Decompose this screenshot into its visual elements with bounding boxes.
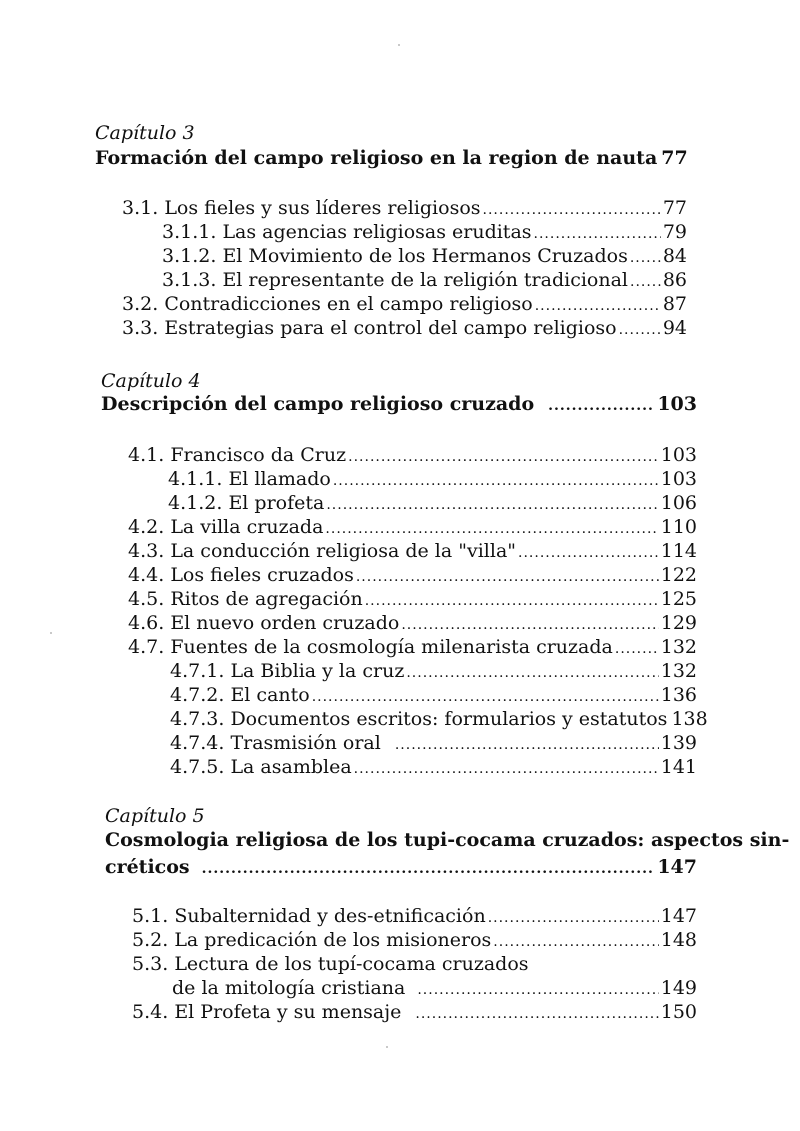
entry-title: El Movimiento de los Hermanos Cruzados xyxy=(222,245,628,267)
toc-entry xyxy=(170,755,697,781)
entry-title: La villa cruzada xyxy=(170,516,324,538)
dot-leader xyxy=(615,637,659,661)
entry-number: 5.3. xyxy=(132,953,169,975)
chapter-5-page: 147 xyxy=(657,856,697,878)
toc-entry xyxy=(170,659,697,685)
toc-entry xyxy=(128,635,697,661)
entry-number: 5.1. xyxy=(132,905,169,927)
dot-leader xyxy=(401,613,658,637)
entry-page: 84 xyxy=(662,245,687,267)
dot-leader xyxy=(548,394,655,418)
entry-number: 5.4. xyxy=(132,1001,169,1023)
dot-leader xyxy=(365,589,659,613)
chapter-5-title-row xyxy=(105,855,697,881)
entry-page: 110 xyxy=(660,516,697,538)
chapter-3-label: Capítulo 3 xyxy=(95,122,195,144)
chapter-5-title-line2: créticos xyxy=(105,856,190,878)
entry-page: 94 xyxy=(662,317,687,339)
toc-entry xyxy=(132,904,697,930)
toc-entry xyxy=(168,467,697,493)
toc-entry xyxy=(132,928,697,954)
dot-leader xyxy=(312,685,659,709)
entry-title: Lectura de los tupí-cocama cruzados xyxy=(174,953,529,975)
entry-title: El representante de la religión tradicional xyxy=(222,269,628,291)
dot-leader xyxy=(630,246,661,270)
chapter-4-page: 103 xyxy=(657,393,697,415)
dot-leader xyxy=(202,857,656,881)
entry-number: 4.7.1. xyxy=(170,660,225,682)
toc-entry xyxy=(128,443,697,469)
entry-number: 4.7. xyxy=(128,636,165,658)
entry-title: Contradicciones en el campo religioso xyxy=(164,293,533,315)
entry-page: 103 xyxy=(660,468,697,490)
dot-leader xyxy=(417,978,658,1002)
entry-page: 114 xyxy=(660,540,697,562)
toc-entry xyxy=(128,587,697,613)
entry-title: Documentos escritos: formularios y estatutos xyxy=(230,708,668,730)
dot-leader xyxy=(325,517,658,541)
dot-leader xyxy=(356,565,659,589)
entry-number: 3.3. xyxy=(122,317,159,339)
chapter-4-title-row xyxy=(101,392,697,418)
entry-number: 3.1.2. xyxy=(162,245,217,267)
entry-number: 3.1.3. xyxy=(162,269,217,291)
entry-title: Los fieles cruzados xyxy=(170,564,354,586)
chapter-5-label: Capítulo 5 xyxy=(105,805,205,827)
entry-number: 4.2. xyxy=(128,516,165,538)
toc-entry xyxy=(128,515,697,541)
dot-leader xyxy=(326,493,658,517)
toc-entry xyxy=(122,292,687,318)
entry-page: 122 xyxy=(660,564,697,586)
toc-entry xyxy=(122,316,687,342)
entry-title: Francisco da Cruz xyxy=(170,444,347,466)
entry-number: 4.1.2. xyxy=(168,492,223,514)
entry-number: 3.2. xyxy=(122,293,159,315)
entry-number: 4.7.2. xyxy=(170,684,225,706)
dot-leader xyxy=(518,541,659,565)
entry-title: Las agencias religiosas eruditas xyxy=(222,221,532,243)
entry-page: 77 xyxy=(662,197,687,219)
entry-number: 4.7.5. xyxy=(170,756,225,778)
dot-leader xyxy=(415,1002,658,1026)
entry-page: 106 xyxy=(660,492,697,514)
dot-leader xyxy=(348,445,659,469)
dot-leader xyxy=(535,294,661,318)
entry-title: El llamado xyxy=(228,468,331,490)
dot-leader xyxy=(333,469,659,493)
entry-page: 125 xyxy=(660,588,697,610)
toc-entry xyxy=(128,611,697,637)
entry-page: 86 xyxy=(662,269,687,291)
toc-entry xyxy=(162,220,687,246)
dot-leader xyxy=(395,733,659,757)
dot-leader xyxy=(354,757,659,781)
entry-title: Los fieles y sus líderes religiosos xyxy=(164,197,481,219)
entry-page: 141 xyxy=(660,756,697,778)
entry-page: 150 xyxy=(660,1001,697,1023)
dot-leader xyxy=(483,198,661,222)
toc-entry xyxy=(172,976,697,1002)
entry-number: 4.7.4. xyxy=(170,732,225,754)
entry-title: Ritos de agregación xyxy=(170,588,363,610)
entry-title: La asamblea xyxy=(230,756,352,778)
chapter-3-title-row xyxy=(95,146,687,172)
entry-title: Estrategias para el control del campo religioso xyxy=(164,317,617,339)
entry-page: 149 xyxy=(660,977,697,999)
entry-page: 132 xyxy=(660,636,697,658)
toc-entry xyxy=(170,707,708,733)
entry-number: 4.1. xyxy=(128,444,165,466)
entry-title: La predicación de los misioneros xyxy=(174,929,492,951)
entry-number: 5.2. xyxy=(132,929,169,951)
entry-number: 4.7.3. xyxy=(170,708,225,730)
entry-title: Fuentes de la cosmología milenarista cruzada xyxy=(170,636,613,658)
dot-leader xyxy=(534,222,661,246)
dot-leader xyxy=(493,930,658,954)
toc-entry xyxy=(132,1000,697,1026)
entry-title: El Profeta y su mensaje xyxy=(174,1001,402,1023)
entry-title: El canto xyxy=(230,684,310,706)
dot-leader xyxy=(630,270,661,294)
toc-entry xyxy=(128,539,697,565)
dot-leader xyxy=(619,318,661,342)
entry-page: 87 xyxy=(662,293,687,315)
entry-page: 132 xyxy=(660,660,697,682)
entry-title: Subalternidad y des-etnificación xyxy=(174,905,486,927)
scan-speck-left xyxy=(50,632,52,634)
toc-entry xyxy=(170,731,697,757)
toc-entry xyxy=(162,244,687,270)
chapter-3-title: Formación del campo religioso en la region de nauta xyxy=(95,147,658,169)
dot-leader xyxy=(488,906,659,930)
entry-page: 148 xyxy=(660,929,697,951)
entry-title: La conducción religiosa de la "villa" xyxy=(170,540,517,562)
scan-speck-top xyxy=(398,44,400,46)
entry-title: El profeta xyxy=(228,492,325,514)
entry-page: 138 xyxy=(671,708,708,730)
entry-number: 4.3. xyxy=(128,540,165,562)
entry-title: Trasmisión oral xyxy=(230,732,381,754)
entry-page: 147 xyxy=(660,905,697,927)
chapter-4-label: Capítulo 4 xyxy=(101,370,201,392)
scan-speck-bottom xyxy=(386,1046,388,1048)
toc-entry xyxy=(168,491,697,517)
entry-number: 3.1.1. xyxy=(162,221,217,243)
dot-leader xyxy=(406,661,658,685)
entry-page: 79 xyxy=(662,221,687,243)
toc-entry xyxy=(128,563,697,589)
entry-number: 4.5. xyxy=(128,588,165,610)
entry-title: El nuevo orden cruzado xyxy=(170,612,400,634)
toc-entry xyxy=(170,683,697,709)
entry-title: de la mitología cristiana xyxy=(172,977,406,999)
entry-page: 103 xyxy=(660,444,697,466)
entry-page: 136 xyxy=(660,684,697,706)
toc-entry xyxy=(122,196,687,222)
toc-entry xyxy=(162,268,687,294)
chapter-5-title-line1: Cosmologia religiosa de los tupi-cocama cruzados: aspectos sin- xyxy=(105,829,790,851)
chapter-4-title: Descripción del campo religioso cruzado xyxy=(101,393,535,415)
entry-number: 3.1. xyxy=(122,197,159,219)
entry-number: 4.6. xyxy=(128,612,165,634)
chapter-3-page: 77 xyxy=(661,147,688,169)
toc-entry xyxy=(132,952,697,976)
entry-number: 4.1.1. xyxy=(168,468,223,490)
entry-page: 139 xyxy=(660,732,697,754)
entry-page: 129 xyxy=(660,612,697,634)
entry-number: 4.4. xyxy=(128,564,165,586)
entry-title: La Biblia y la cruz xyxy=(230,660,405,682)
